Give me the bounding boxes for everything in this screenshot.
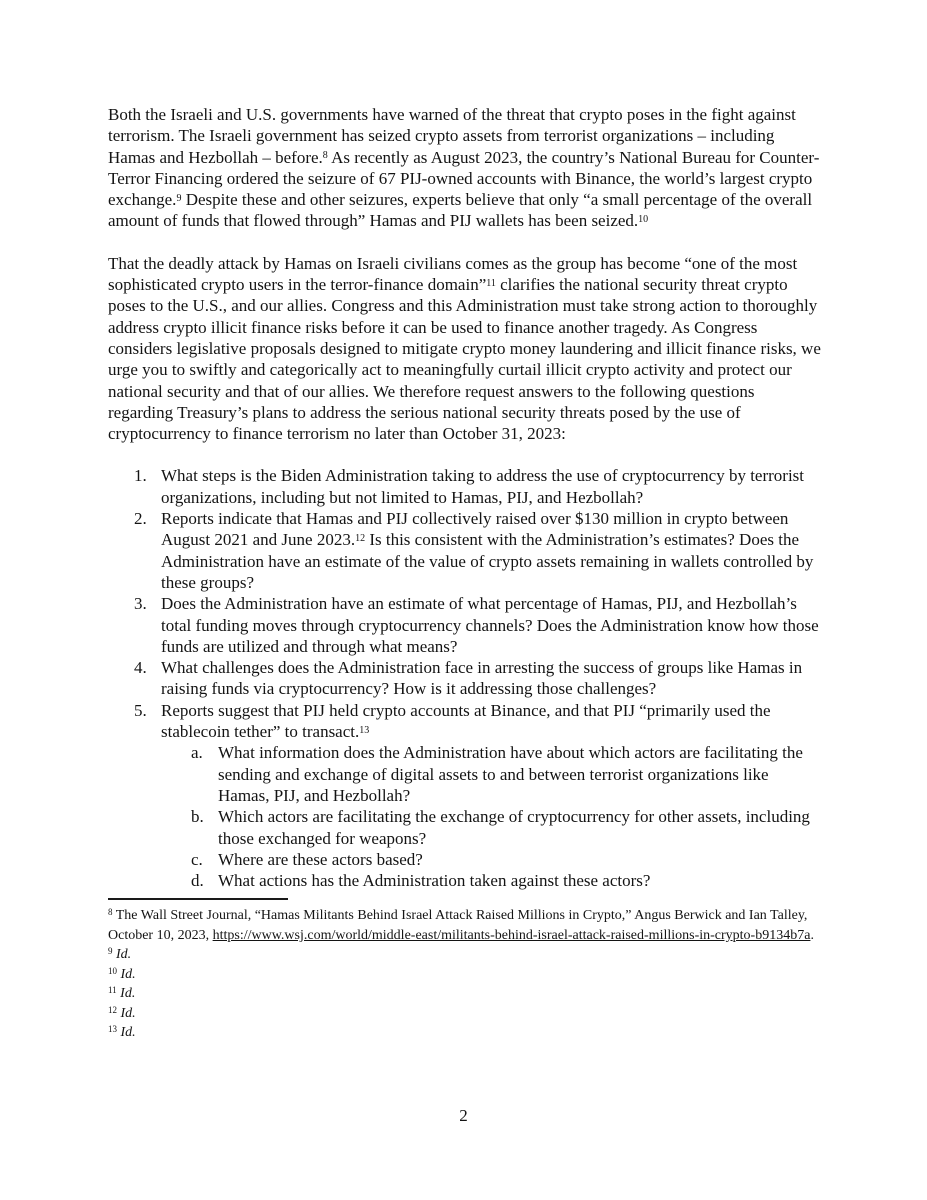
item-marker: b. [191, 807, 204, 827]
sub-question-item [108, 870, 821, 891]
question-item [108, 700, 821, 743]
footnote-number: 11 [108, 985, 117, 996]
question-item [108, 657, 821, 700]
footnote-number: 9 [108, 946, 113, 957]
item-marker: 1. [134, 466, 147, 486]
item-text: Reports indicate that Hamas and PIJ collectively raised over $130 million in crypto between August 2021 and June 2023.12 Is this consistent with the Administration’s estimates? Does the Administration have an estimate of the value of crypto assets remaining in wallets controlled by these groups? [161, 509, 814, 592]
footnote [108, 1004, 821, 1024]
footnote-reference: 11 [486, 277, 496, 289]
question-item [108, 465, 821, 508]
footnote-separator [108, 898, 288, 900]
item-text: What challenges does the Administration face in arresting the success of groups like Hamas in raising funds via cryptocurrency? How is it addressing those challenges? [161, 658, 803, 699]
item-text: What actions has the Administration taken against these actors? [218, 871, 651, 891]
footnote [108, 965, 821, 985]
italic-citation: Id. [120, 1005, 136, 1021]
sub-question-item [108, 806, 821, 849]
sub-question-item [108, 742, 821, 806]
italic-citation: Id. [120, 1025, 136, 1041]
question-item [108, 593, 821, 657]
item-marker: 2. [134, 509, 147, 529]
sub-question-item [108, 849, 821, 870]
footnote-number: 10 [108, 965, 117, 976]
footnote-number: 12 [108, 1004, 117, 1015]
italic-citation: Id. [120, 986, 136, 1002]
questions-list [108, 465, 821, 891]
footnote-number: 13 [108, 1024, 117, 1035]
italic-citation: Id. [116, 947, 132, 963]
paragraph: Both the Israeli and U.S. governments have warned of the threat that crypto poses in the fight against terrorism. The Israeli government has seized crypto assets from terrorist organizations – including Hamas and Hezbollah – before.$^8$ As recently as August 2023, the country’s National Bureau for Counter-Terror Financing ordered the seizure of 67 PIJ-owned accounts with Binance, the world’s largest crypto exchange.$^9$ Despite these and other seizures, experts believe that only “a small percentage of the overall amount of funds that flowed through” Hamas and PIJ wallets has been seized.$^{10}$ [108, 105, 820, 231]
footnote [108, 945, 821, 965]
item-marker: 4. [134, 658, 147, 678]
footnote-reference: 9 [176, 192, 182, 204]
item-marker: 5. [134, 700, 147, 720]
paragraph: That the deadly attack by Hamas on Israeli civilians comes as the group has become “one of the most sophisticated crypto users in the terror-finance domain”$^{11}$ clarifies the national security threat crypto poses to the U.S., and our allies. Congress and this Administration must take strong action to thoroughly address crypto illicit finance risks before it can be used to finance another tragedy. As Congress considers legislative proposals designed to mitigate crypto money laundering and illicit finance risks, we urge you to swiftly and categorically act to meaningfully curtail illicit crypto activity and protect our national security and that of our allies. We therefore request answers to the following questions regarding Treasury’s plans to address the serious national security threats posed by the use of cryptocurrency to finance terrorism no later than October 31, 2023: [108, 253, 821, 444]
footnotes-section [108, 906, 821, 1043]
item-marker: a. [191, 743, 203, 763]
footnote: $^8$ The Wall Street Journal, “Hamas Militants Behind Israel Attack Raised Millions in Crypto,” Angus Berwick and Ian Talley, October 10, 2023, https://www.wsj.com/world/middle-east/militants-behind-israel-attack-raised-millions-in-crypto-b9134b7a. [108, 907, 814, 943]
footnote-number: 8 [108, 907, 113, 918]
item-marker: c. [191, 849, 203, 869]
paragraphs-section [108, 104, 821, 444]
footnote-reference: 12 [355, 532, 366, 544]
letter-body [108, 104, 821, 1043]
item-marker: 3. [134, 594, 147, 614]
footnote-hyperlink[interactable]: https://www.wsj.com/world/middle-east/militants-behind-israel-attack-raised-millions-in-crypto-b9134b7a [212, 927, 811, 943]
page-number: 2 [459, 1106, 468, 1125]
footnote-reference: 13 [359, 724, 370, 736]
question-item [108, 508, 821, 593]
footnote-reference: 8 [322, 150, 328, 162]
item-text: Where are these actors based? [218, 849, 423, 869]
item-text: What information does the Administration have about which actors are facilitating the sending and exchange of digital assets to and between terrorist organizations like Hamas, PIJ, and Hezbollah? [218, 743, 803, 805]
item-text: Which actors are facilitating the exchange of cryptocurrency for other assets, including those exchanged for weapons? [218, 807, 810, 848]
item-text: What steps is the Biden Administration taking to address the use of cryptocurrency by terrorist organizations, including but not limited to Hamas, PIJ, and Hezbollah? [161, 466, 805, 507]
item-text: Reports suggest that PIJ held crypto accounts at Binance, and that PIJ “primarily used the stablecoin tether” to transact.$^{13}$ [161, 700, 771, 742]
footnote [108, 984, 821, 1004]
italic-citation: Id. [120, 966, 136, 982]
footnote-reference: 10 [638, 213, 649, 225]
item-marker: d. [191, 871, 204, 891]
footnote [108, 1023, 821, 1043]
item-text: Does the Administration have an estimate of what percentage of Hamas, PIJ, and Hezbollah’s total funding moves through cryptocurrency channels? Does the Administration know how those funds are utilized and through what means? [161, 594, 819, 656]
